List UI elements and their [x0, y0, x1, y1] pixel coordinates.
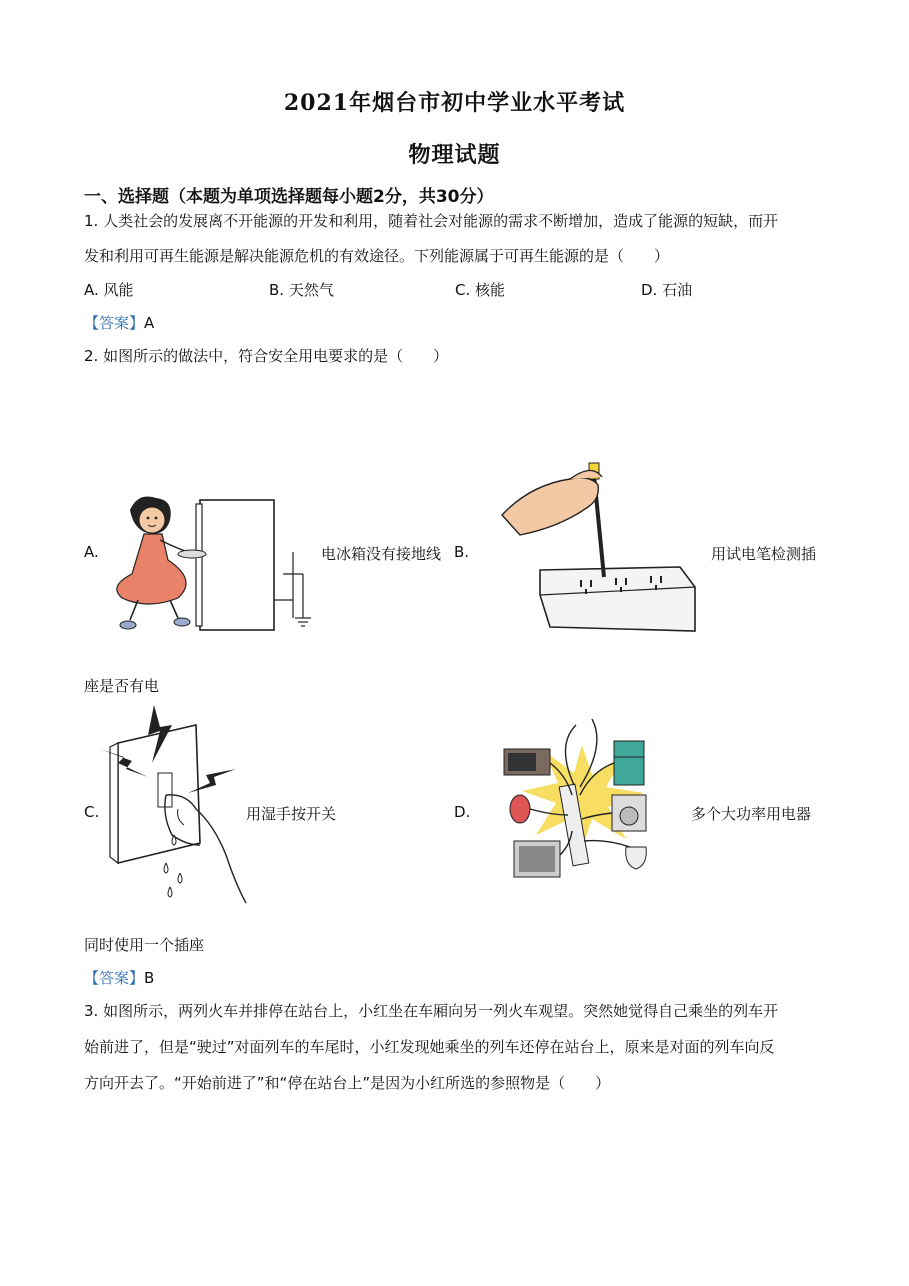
- overloaded-socket-illustration: [496, 715, 676, 890]
- q1-answer: [84, 312, 154, 333]
- q2-option-d-caption: 多个大功率用电器: [691, 805, 812, 823]
- section-heading: 一、选择题（本题为单项选择题每小题2分，共30分）: [84, 187, 494, 207]
- q2-option-a-letter: A.: [84, 543, 99, 561]
- exam-subtitle: 物理试题: [408, 142, 501, 168]
- q2-option-b-caption-cont: 座是否有电: [84, 677, 160, 695]
- q1-option-b: B. 天然气: [269, 281, 334, 299]
- q2-option-b-letter: B.: [454, 543, 470, 561]
- q1-line-1: 1. 人类社会的发展离不开能源的开发和利用，随着社会对能源的需求不断增加，造成了能源的短缺，而开: [84, 212, 779, 230]
- q2-option-d-caption-cont: 同时使用一个插座: [84, 936, 205, 954]
- exam-title: 2021年烟台市初中学业水平考试: [283, 90, 626, 116]
- q1-option-c: C. 核能: [455, 281, 506, 299]
- q2-line-1: 2. 如图所示的做法中，符合安全用电要求的是（ ）: [84, 347, 449, 365]
- q2-option-c-caption: 用湿手按开关: [246, 805, 337, 823]
- q3-line-2: 始前进了，但是“驶过”对面列车的车尾时，小红发现她乘坐的列车还停在站台上，原来是对面的列车向反: [84, 1038, 775, 1056]
- q1-option-d: D. 石油: [641, 281, 693, 299]
- q3-line-1: 3. 如图所示，两列火车并排停在站台上，小红坐在车厢向另一列火车观望。突然她觉得自己乘坐的列车开: [84, 1002, 779, 1020]
- q2-option-b-caption: 用试电笔检测插: [711, 545, 817, 563]
- answer-value: B: [144, 969, 155, 987]
- q3-line-3: 方向开去了。“开始前进了”和“停在站台上”是因为小红所选的参照物是（ ）: [84, 1074, 611, 1092]
- q2-option-c-letter: C.: [84, 803, 100, 821]
- fridge-no-ground-illustration: [108, 490, 318, 635]
- q1-option-a: A. 风能: [84, 281, 134, 299]
- answer-tag: 【答案】: [84, 314, 145, 332]
- q2-answer: [84, 967, 154, 988]
- answer-value: A: [144, 314, 155, 332]
- wet-hand-switch-illustration: [96, 705, 246, 905]
- test-pen-socket-illustration: [500, 455, 700, 635]
- q2-option-d-letter: D.: [454, 803, 471, 821]
- q2-option-a-caption: 电冰箱没有接地线: [321, 545, 442, 563]
- q1-line-2: 发和利用可再生能源是解决能源危机的有效途径。下列能源属于可再生能源的是（ ）: [84, 247, 670, 265]
- answer-tag: 【答案】: [84, 969, 145, 987]
